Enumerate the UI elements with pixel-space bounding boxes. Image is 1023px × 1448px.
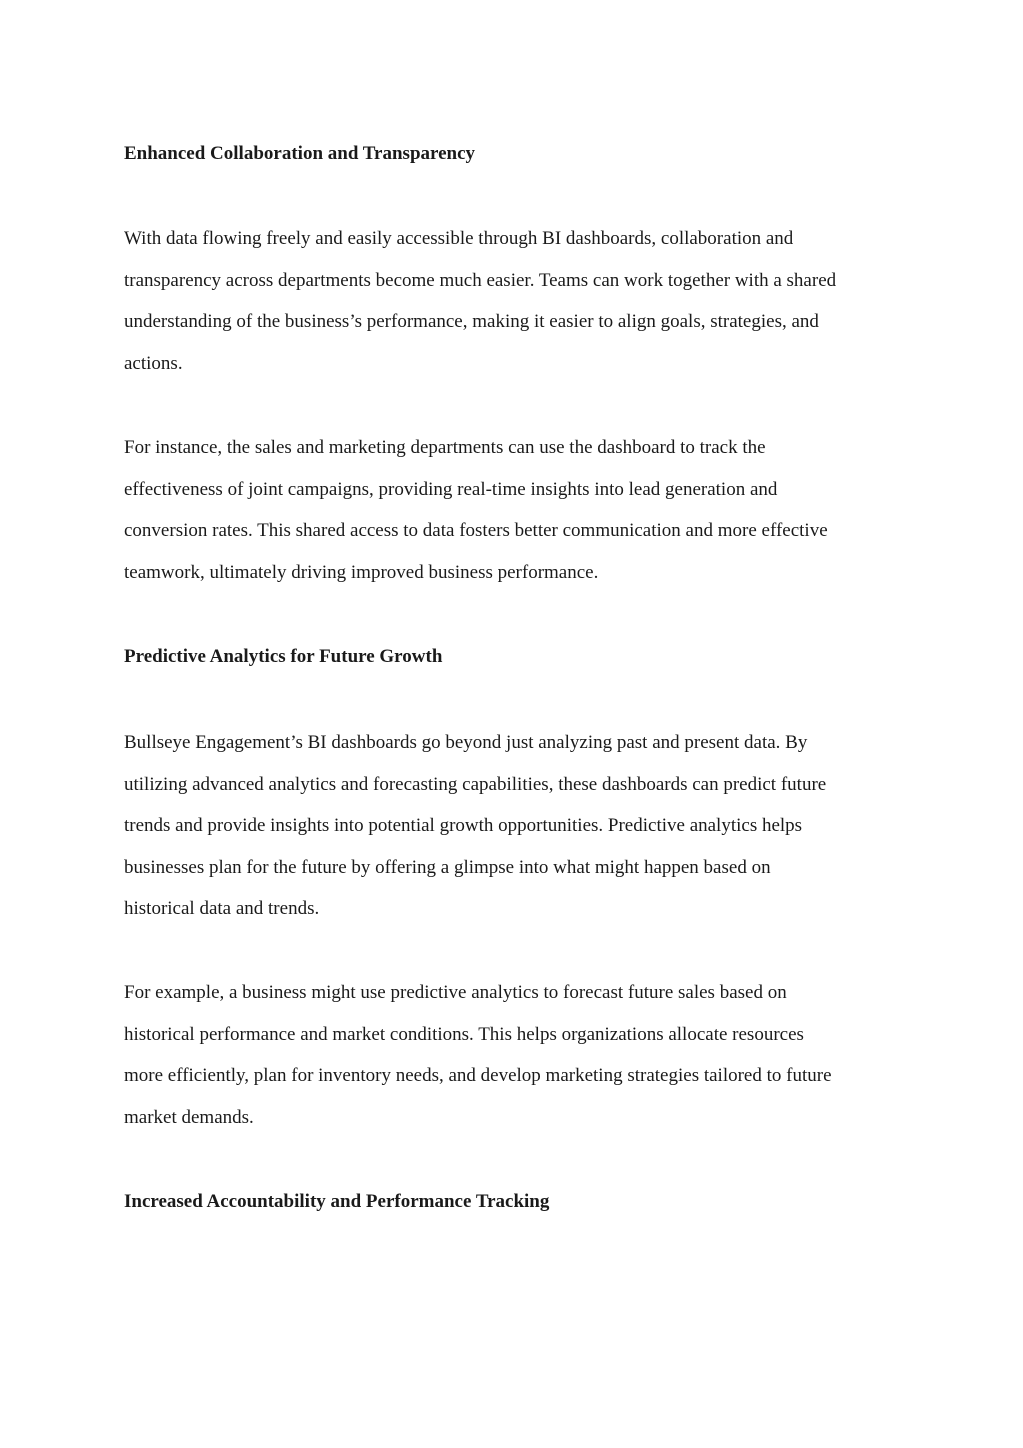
- text-line: With data flowing freely and easily accessible through BI dashboards, collaboration and: [124, 228, 794, 249]
- paragraph-collaboration-intro: [124, 227, 904, 393]
- text-line: actions.: [124, 352, 183, 374]
- text-line: conversion rates. This shared access to data fosters better communication and more effective: [124, 520, 828, 541]
- text-line: understanding of the business’s performance, making it easier to align goals, strategies, and: [124, 311, 819, 332]
- paragraph-predictive-intro: [124, 731, 904, 939]
- text-line: For instance, the sales and marketing departments can use the dashboard to track the: [124, 437, 766, 458]
- text-line: historical performance and market conditions. This helps organizations allocate resources: [124, 1023, 804, 1045]
- text-line: market demands.: [124, 1106, 254, 1128]
- section-heading-collaboration: Enhanced Collaboration and Transparency: [124, 143, 476, 164]
- text-line: businesses plan for the future by offering a glimpse into what might happen based on: [124, 856, 771, 878]
- text-line: historical data and trends.: [124, 898, 320, 919]
- text-line: teamwork, ultimately driving improved business performance.: [124, 561, 599, 583]
- text-line: trends and provide insights into potential growth opportunities. Predictive analytics helps: [124, 815, 803, 836]
- text-line: transparency across departments become much easier. Teams can work together with a shared: [124, 269, 837, 291]
- section-heading-predictive-analytics: Predictive Analytics for Future Growth: [124, 646, 443, 667]
- text-line: Bullseye Engagement’s BI dashboards go beyond just analyzing past and present data. By: [124, 732, 808, 753]
- paragraph-predictive-example: [124, 981, 904, 1147]
- text-line: utilizing advanced analytics and forecasting capabilities, these dashboards can predict future: [124, 773, 827, 795]
- section-heading-accountability: Increased Accountability and Performance Tracking: [124, 1191, 550, 1212]
- text-line: effectiveness of joint campaigns, providing real-time insights into lead generation and: [124, 478, 778, 500]
- text-line: more efficiently, plan for inventory needs, and develop marketing strategies tailored to future: [124, 1065, 832, 1086]
- paragraph-collaboration-example: [124, 436, 904, 602]
- text-line: For example, a business might use predictive analytics to forecast future sales based on: [124, 982, 787, 1003]
